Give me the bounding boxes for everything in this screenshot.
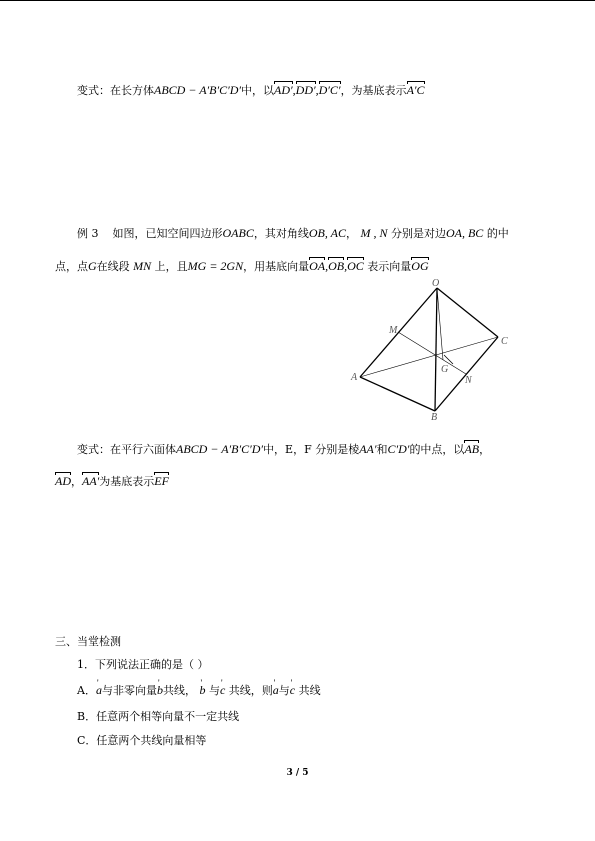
example3-text: 在线段 [96,260,130,273]
separator: , [344,259,348,273]
vector-ob: OB [328,259,345,273]
vector-b: ' b [157,682,163,698]
segment-mn-line [398,332,466,374]
separator: , [292,83,296,97]
separator: , [325,259,329,273]
point-g: G [88,259,97,273]
variant2-line1 [77,441,490,458]
label-a: A [351,372,358,383]
example3-text: 上，且 [154,260,188,273]
variant1-solid: ABCD − A′B′C′D′ [154,83,242,97]
variant2-solid: ABCD − A′B′C′D′ [176,442,264,456]
variant2-text: ， [71,475,82,488]
vector-c: ' c [220,682,225,698]
vector-c: ' c [290,682,295,698]
variant2-text: 的中点，以 [409,443,465,456]
variant1-paragraph [77,82,425,99]
option-text: 共线， [162,684,196,697]
option-text: 与 [208,684,220,697]
relation-mg-2gn: MG = 2GN [187,259,244,273]
vector-oc: OC [347,259,364,273]
point-g-mark [444,355,453,364]
example3-text: 表示向量 [367,260,412,273]
example3-text: ，用基底向量 [243,260,310,273]
example3-text: 如图，已知空间四边形 [112,227,223,240]
label-b: B [431,412,438,420]
segment-og [437,288,443,360]
edge-c-prime-d-prime: C′D′ [387,442,410,456]
page-number: 3 / 5 [286,768,309,778]
diagonal-ac [360,337,498,377]
edge-aa-prime: AA′ [359,442,377,456]
option-text: 共线 [298,684,321,697]
variant2-text: ， [479,443,491,456]
tetrahedron-figure [340,278,515,420]
vector-ab: AB [464,442,480,456]
points-m-n: M , N [360,226,388,240]
vector-a: ' a [96,682,102,698]
variant2-line2 [55,473,169,490]
top-border [0,0,595,1]
label-o: O [432,278,440,289]
vector-b: ' b [199,682,205,698]
vector-d-prime-c-prime: D′C′ [318,83,341,97]
variant2-text: 和 [376,443,388,456]
example3-text: 点，点 [55,260,88,273]
variant2-text: 中，E，F 分别是棱 [263,443,360,456]
question1-option-a [77,682,321,699]
vector-dd-prime: DD′ [295,83,316,97]
example3-text: ， [345,227,357,240]
vector-aa-prime: AA′ [82,474,100,488]
label-g: G [441,364,449,375]
question1-option-c: C．任意两个共线向量相等 [77,734,207,747]
label-n: N [465,375,472,386]
example3-line2 [55,258,429,275]
example3-text: ，其对角线 [253,227,309,240]
variant1-text-post: ，为基底表示 [340,84,407,97]
vector-a: ' a [273,682,279,698]
example3-text: 分别是对边 [390,227,446,240]
vector-ef: EF [154,474,169,488]
option-text: 共线，则 [228,684,273,697]
diagonals: OB, AC [308,226,346,240]
variant1-text-mid: 中，以 [241,84,275,97]
label-m: M [389,325,398,336]
example3-line1 [77,225,509,242]
label-c: C [501,336,508,347]
vector-ad: AD [55,474,71,488]
vector-a-prime-c: A′C [406,83,425,97]
option-letter: A． [77,684,96,697]
option-text: 与非零向量 [101,684,157,697]
edge-oc [437,288,498,337]
example3-text: 的中 [486,227,509,240]
separator: , [315,83,319,97]
question1-stem: 1．下列说法正确的是（ ） [77,658,209,671]
question1-option-b: B．任意两个相等向量不一定共线 [77,710,240,723]
vector-oa: OA [309,259,326,273]
variant2-text: 变式：在平行六面体 [77,443,176,456]
variant2-text: 为基底表示 [99,475,155,488]
opposite-sides: OA, BC [445,226,484,240]
segment-mn: MN [133,259,152,273]
edge-ab [360,377,435,411]
quadrilateral-name: OABC [222,226,254,240]
section3-heading: 三、当堂检测 [55,635,121,648]
edge-ob [435,288,437,411]
variant1-text-pre: 变式：在长方体 [77,84,154,97]
example-label: 例 3 [77,227,99,240]
vector-og: OG [411,259,429,273]
vector-ad-prime: AD′ [274,83,293,97]
option-text: 与 [278,684,290,697]
